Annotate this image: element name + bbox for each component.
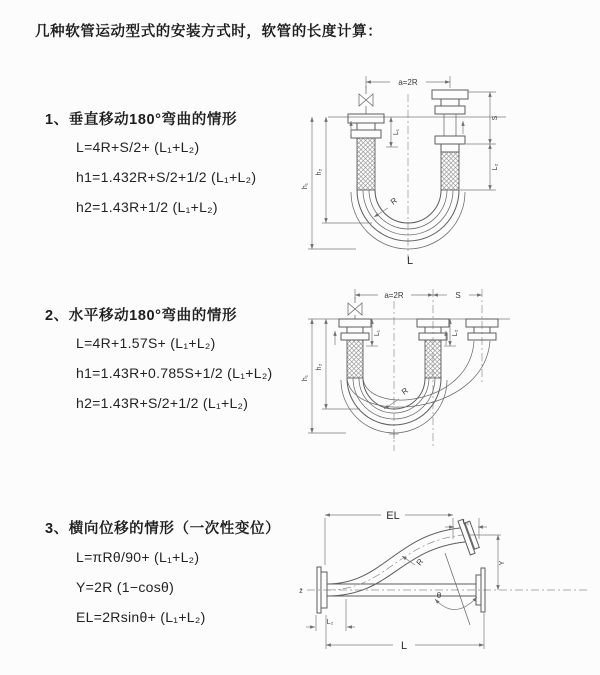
dim-label-h2: h₂ <box>316 363 323 371</box>
section-3-formula-EL: EL=2Rsinθ+ (L₁+L₂) <box>76 609 206 625</box>
lateral-displacement-diagram <box>293 503 598 661</box>
dim-label-l1: L₁ <box>462 519 470 526</box>
dim-label-a2r: a=2R <box>398 78 418 87</box>
dim-label-length: L <box>400 640 408 652</box>
dim-label-radius: R <box>399 385 410 397</box>
left-flange-fitting <box>348 114 384 190</box>
braided-hose-section <box>347 340 363 378</box>
section-1-formula-h2: h2=1.43R+1/2 (L₁+L₂) <box>76 199 218 215</box>
tilted-flange-fitting <box>458 517 481 555</box>
dim-label-el: EL <box>386 510 400 522</box>
section-3-heading: 3、横向位移的情形（一次性变位） <box>45 521 281 537</box>
dim-label-s: S <box>455 291 461 300</box>
dim-label-h1: h₁ <box>302 374 309 382</box>
dim-label-l2: L₂ <box>326 619 334 626</box>
braided-hose-section <box>425 340 441 378</box>
dim-label-h1: h₁ <box>302 182 309 190</box>
s-curve-hose <box>327 528 465 596</box>
dim-label-l1: L₁ <box>393 128 400 136</box>
centerline-mark: z̄ <box>299 588 303 595</box>
dim-label-radius: R <box>414 557 426 568</box>
dim-label-length: L <box>406 255 414 267</box>
dim-label-s: S <box>492 115 499 121</box>
section-2-formula-h1: h1=1.43R+0.785S+1/2 (L₁+L₂) <box>76 365 273 381</box>
horizontal-move-180-bend-diagram <box>300 283 590 461</box>
dim-label-a2r: a=2R <box>384 291 404 300</box>
dim-label-l2: L₂ <box>452 329 459 337</box>
radius-line <box>445 553 470 625</box>
dim-label-l2: L₂ <box>492 163 499 171</box>
page-title: 几种软管运动型式的安装方式时，软管的长度计算： <box>35 24 383 40</box>
braided-hose-section <box>357 138 375 190</box>
section-1-heading: 1、垂直移动180°弯曲的情形 <box>45 112 238 128</box>
valve-icon <box>359 86 373 114</box>
dim-label-h2: h₂ <box>316 168 323 176</box>
section-3-formula-L: L=πRθ/90+ (L₁+L₂) <box>76 549 200 565</box>
section-2-formula-L: L=4R+1.57S+ (L₁+L₂) <box>76 335 216 351</box>
left-flange-fitting <box>339 319 371 378</box>
dim-label-y: Y <box>499 560 506 566</box>
dim-label-l1: L₁ <box>374 329 381 337</box>
section-1-formula-h1: h1=1.432R+S/2+1/2 (L₁+L₂) <box>76 169 257 185</box>
section-2-formula-h2: h2=1.43R+S/2+1/2 (L₁+L₂) <box>76 395 249 411</box>
dim-label-theta: θ <box>436 591 442 600</box>
valve-icon <box>348 297 362 319</box>
section-3-formula-Y: Y=2R (1−cosθ) <box>76 579 175 595</box>
right-flange-fitting <box>432 90 468 190</box>
section-2-heading: 2、水平移动180°弯曲的情形 <box>45 308 238 324</box>
vertical-move-180-bend-diagram <box>298 64 593 269</box>
section-1-formula-L: L=4R+S/2+ (L₁+L₂) <box>76 139 200 155</box>
dim-label-radius: R <box>388 195 399 207</box>
braided-hose-section <box>441 152 459 190</box>
angle-arc <box>435 597 477 610</box>
